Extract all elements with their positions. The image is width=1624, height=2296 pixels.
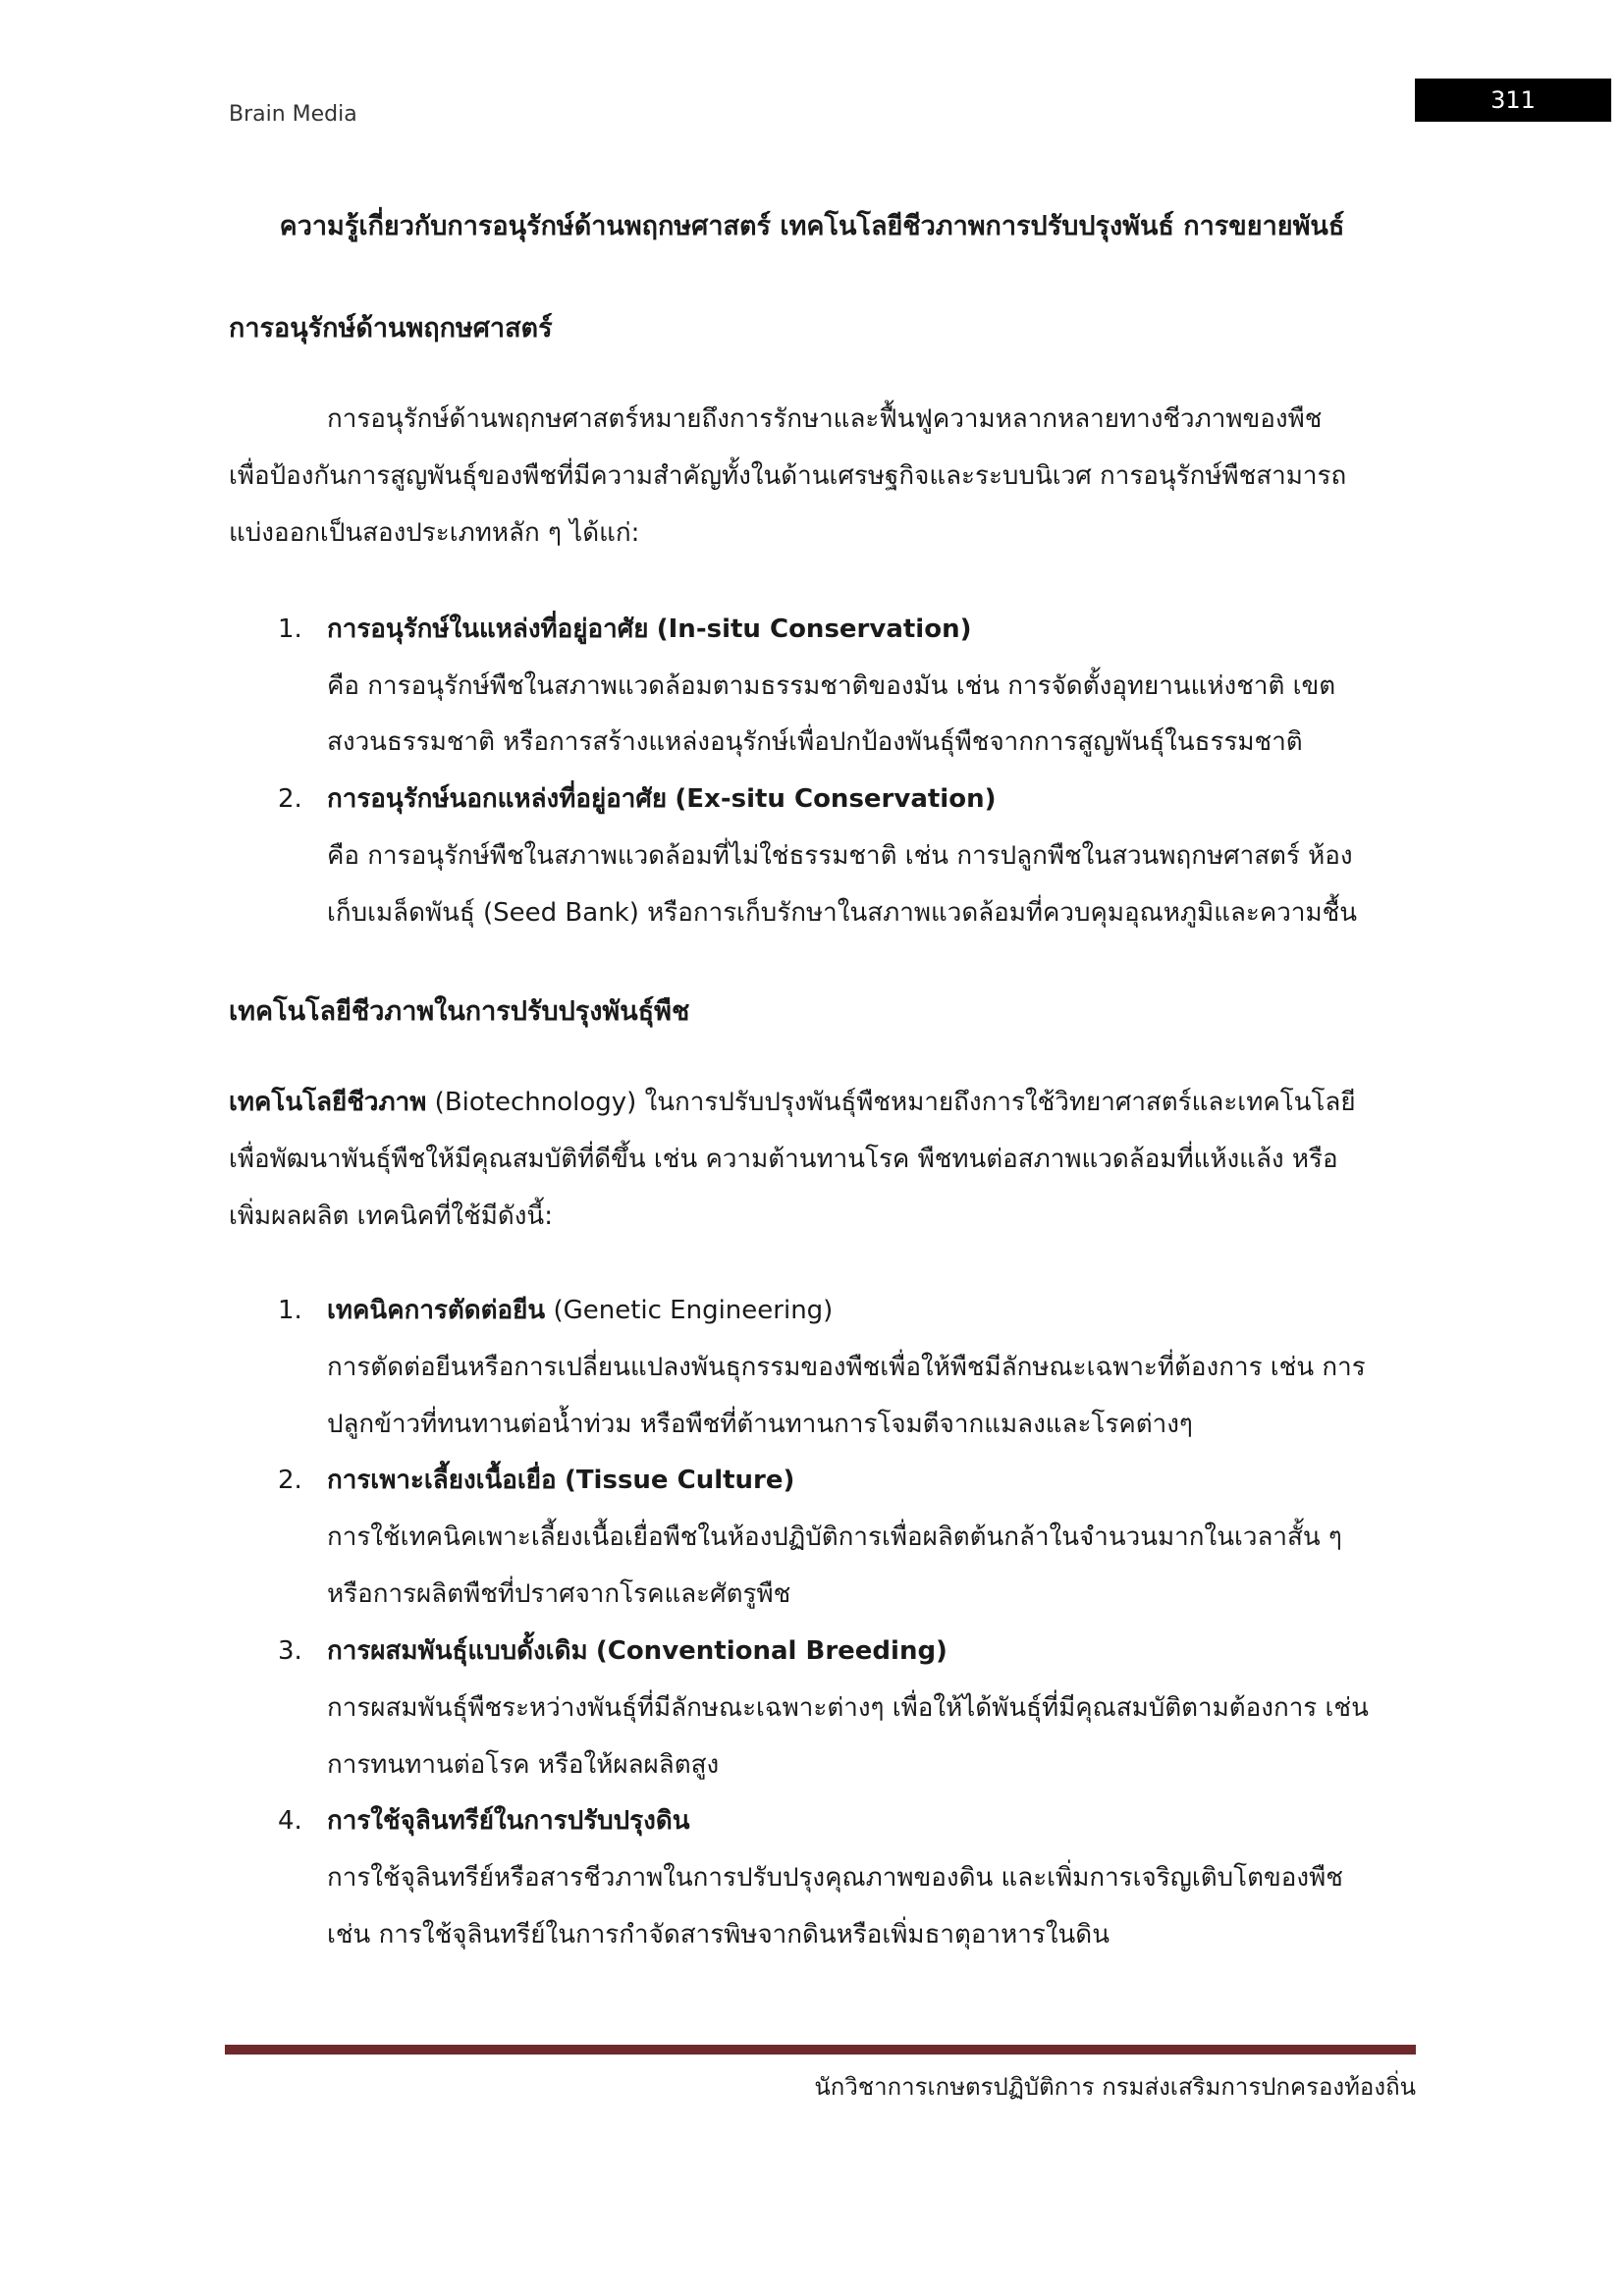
paragraph-line: เพื่อพัฒนาพันธุ์พืชให้มีคุณสมบัติที่ดีขึ้น เช่น ความต้านทานโรค พืชทนต่อสภาพแวดล้อมที่แห้งแล้ง หรือ	[229, 1145, 1338, 1174]
list-item-title	[327, 613, 971, 646]
list-item-title-thai: เทคนิคการตัดต่อยีน	[327, 1296, 546, 1325]
list-item-title-en: (Tissue Culture)	[564, 1466, 795, 1495]
list-item-title-en: (Ex-situ Conservation)	[675, 784, 997, 814]
list-item-text: ปลูกข้าวที่ทนทานต่อน้ำท่วม หรือพืชที่ต้านทานการโจมตีจากแมลงและโรคต่างๆ	[327, 1410, 1193, 1439]
list-item-text: คือ การอนุรักษ์พืชในสภาพแวดล้อมตามธรรมชาติของมัน เช่น การจัดตั้งอุทยานแห่งชาติ เขต	[327, 671, 1336, 701]
list-item-title-en: (Conventional Breeding)	[595, 1636, 947, 1666]
list-item-text: คือ การอนุรักษ์พืชในสภาพแวดล้อมที่ไม่ใช่ธรรมชาติ เช่น การปลูกพืชในสวนพฤกษศาสตร์ ห้อง	[327, 841, 1353, 871]
document-title: ความรู้เกี่ยวกับการอนุรักษ์ด้านพฤกษศาสตร์ เทคโนโลยีชีวภาพการปรับปรุงพันธ์ การขยายพันธ์	[279, 211, 1345, 241]
paragraph-line: เพื่อป้องกันการสูญพันธุ์ของพืชที่มีความสำคัญทั้งในด้านเศรษฐกิจและระบบนิเวศ การอนุรักษ์พืชสามารถ	[229, 461, 1347, 491]
list-item-text: สงวนธรรมชาติ หรือการสร้างแหล่งอนุรักษ์เพื่อปกป้องพันธุ์พืชจากการสูญพันธุ์ในธรรมชาติ	[327, 727, 1303, 757]
list-item-title-thai: การอนุรักษ์นอกแหล่งที่อยู่อาศัย	[327, 784, 668, 814]
intro-first-rest: (Biotechnology) ในการปรับปรุงพันธุ์พืชหมายถึงการใช้วิทยาศาสตร์และเทคโนโลยี	[426, 1088, 1356, 1117]
list-item-title	[327, 1804, 690, 1838]
list-item-title	[327, 1464, 794, 1497]
list-item-text: การผสมพันธุ์พืชระหว่างพันธุ์ที่มีลักษณะเฉพาะต่างๆ เพื่อให้ได้พันธุ์ที่มีคุณสมบัติตามต้องการ เช่น	[327, 1693, 1369, 1723]
list-item-number: 1.	[278, 1296, 302, 1325]
list-item-number: 3.	[278, 1636, 302, 1666]
footer-rule	[225, 2045, 1416, 2055]
paragraph-line: การอนุรักษ์ด้านพฤกษศาสตร์หมายถึงการรักษาและฟื้นฟูความหลากหลายทางชีวภาพของพืช	[327, 404, 1323, 434]
paragraph-line: เพิ่มผลผลิต เทคนิคที่ใช้มีดังนี้:	[229, 1201, 553, 1231]
list-item-text: เช่น การใช้จุลินทรีย์ในการกำจัดสารพิษจากดินหรือเพิ่มธาตุอาหารในดิน	[327, 1920, 1110, 1949]
section-heading-botanical-conservation: การอนุรักษ์ด้านพฤกษศาสตร์	[229, 313, 553, 344]
list-item-number: 2.	[278, 784, 302, 814]
list-item-text: การตัดต่อยีนหรือการเปลี่ยนแปลงพันธุกรรมของพืชเพื่อให้พืชมีลักษณะเฉพาะที่ต้องการ เช่น การ	[327, 1353, 1366, 1382]
list-item-title-en: (In-situ Conservation)	[656, 614, 972, 644]
list-item-title	[327, 1294, 833, 1327]
section-heading-biotechnology: เทคโนโลยีชีวภาพในการปรับปรุงพันธุ์พืช	[229, 996, 690, 1027]
list-item-text: การทนทานต่อโรค หรือให้ผลผลิตสูง	[327, 1750, 720, 1780]
list-item-number: 4.	[278, 1806, 302, 1836]
list-item-title-thai: การเพาะเลี้ยงเนื้อเยื่อ	[327, 1466, 557, 1495]
list-item-title-thai: การอนุรักษ์ในแหล่งที่อยู่อาศัย	[327, 614, 649, 644]
list-item-text: เก็บเมล็ดพันธุ์ (Seed Bank) หรือการเก็บรักษาในสภาพแวดล้อมที่ควบคุมอุณหภูมิและความชื้น	[327, 898, 1358, 928]
list-item-title-en: (Genetic Engineering)	[553, 1296, 834, 1325]
list-item-text: การใช้เทคนิคเพาะเลี้ยงเนื้อเยื่อพืชในห้องปฏิบัติการเพื่อผลิตต้นกล้าในจำนวนมากในเวลาสั้น ๆ	[327, 1522, 1342, 1552]
list-item-title-thai: การผสมพันธุ์แบบดั้งเดิม	[327, 1636, 588, 1666]
intro-bold-term: เทคโนโลยีชีวภาพ	[229, 1088, 427, 1117]
paragraph-line: แบ่งออกเป็นสองประเภทหลัก ๆ ได้แก่:	[229, 518, 640, 548]
footer-text: นักวิชาการเกษตรปฏิบัติการ กรมส่งเสริมการปกครองท้องถิ่น	[814, 2073, 1416, 2101]
page-number	[1415, 79, 1611, 122]
paragraph-line-first	[229, 1086, 1356, 1119]
list-item-title	[327, 782, 996, 816]
list-item-title	[327, 1634, 947, 1668]
list-item-text: การใช้จุลินทรีย์หรือสารชีวภาพในการปรับปรุงคุณภาพของดิน และเพิ่มการเจริญเติบโตของพืช	[327, 1863, 1343, 1893]
list-item-number: 1.	[278, 614, 302, 644]
page-number-text: 311	[1490, 86, 1536, 114]
header-brand: Brain Media	[229, 102, 357, 127]
list-item-number: 2.	[278, 1466, 302, 1495]
list-item-text: หรือการผลิตพืชที่ปราศจากโรคและศัตรูพืช	[327, 1579, 791, 1609]
list-item-title-thai: การใช้จุลินทรีย์ในการปรับปรุงดิน	[327, 1806, 690, 1836]
